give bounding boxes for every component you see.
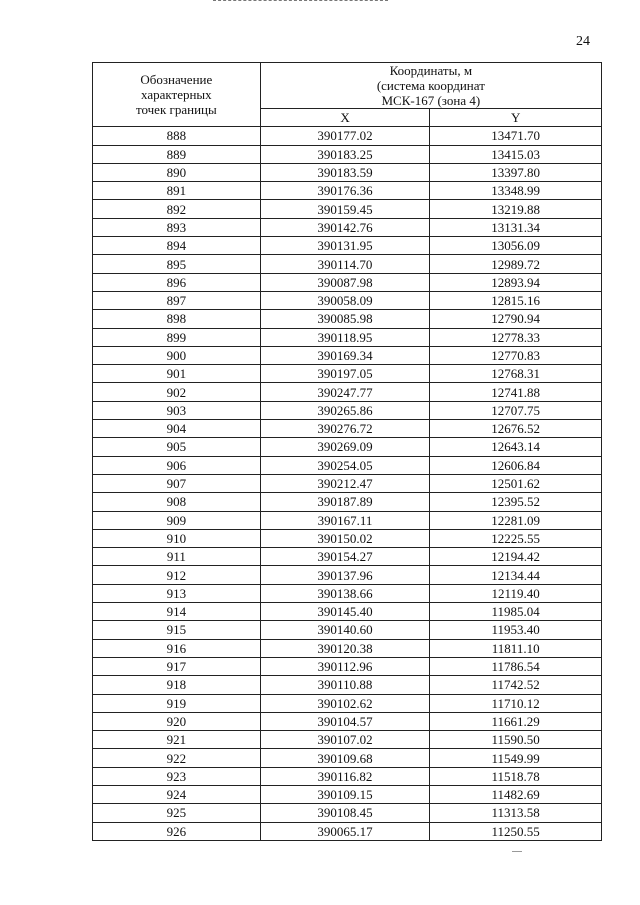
- table-row: [93, 291, 602, 309]
- table-row: [93, 749, 602, 767]
- x-coordinate-cell: 390109.68: [260, 749, 430, 767]
- x-coordinate-cell: 390140.60: [260, 621, 430, 639]
- y-coordinate-cell: 13056.09: [430, 237, 602, 255]
- table-row: [93, 456, 602, 474]
- points-header-line: характерных: [141, 87, 212, 103]
- table-row: [93, 785, 602, 803]
- point-id-cell: 914: [93, 603, 261, 621]
- x-coordinate-cell: 390197.05: [260, 365, 430, 383]
- point-id-cell: 893: [93, 218, 261, 236]
- x-coordinate-cell: 390110.88: [260, 676, 430, 694]
- point-id-cell: 888: [93, 127, 261, 145]
- x-coordinate-cell: 390247.77: [260, 383, 430, 401]
- point-id-cell: 897: [93, 291, 261, 309]
- x-coordinate-cell: 390087.98: [260, 273, 430, 291]
- point-id-cell: 918: [93, 676, 261, 694]
- y-coordinate-cell: 12134.44: [430, 566, 602, 584]
- x-coordinate-cell: 390167.11: [260, 511, 430, 529]
- x-coordinate-cell: 390269.09: [260, 438, 430, 456]
- table-row: [93, 603, 602, 621]
- y-coordinate-cell: 11811.10: [430, 639, 602, 657]
- table-row: [93, 639, 602, 657]
- x-coordinate-cell: 390183.25: [260, 145, 430, 163]
- y-coordinate-cell: 12778.33: [430, 328, 602, 346]
- y-coordinate-cell: 13415.03: [430, 145, 602, 163]
- point-id-cell: 892: [93, 200, 261, 218]
- y-coordinate-cell: 11661.29: [430, 712, 602, 730]
- point-id-cell: 907: [93, 474, 261, 492]
- scan-artifact-line: [213, 0, 388, 2]
- y-coordinate-cell: 12815.16: [430, 291, 602, 309]
- x-coordinate-cell: 390177.02: [260, 127, 430, 145]
- point-id-cell: 915: [93, 621, 261, 639]
- point-id-cell: 891: [93, 182, 261, 200]
- point-id-cell: 922: [93, 749, 261, 767]
- y-coordinate-cell: 13397.80: [430, 163, 602, 181]
- table-row: [93, 328, 602, 346]
- table-row: [93, 310, 602, 328]
- y-coordinate-cell: 13219.88: [430, 200, 602, 218]
- x-coordinate-cell: 390169.34: [260, 346, 430, 364]
- point-id-cell: 904: [93, 420, 261, 438]
- points-header-line: Обозначение: [140, 72, 213, 88]
- point-id-cell: 920: [93, 712, 261, 730]
- y-coordinate-cell: 12194.42: [430, 548, 602, 566]
- x-coordinate-cell: 390131.95: [260, 237, 430, 255]
- table-row: [93, 584, 602, 602]
- point-id-cell: 901: [93, 365, 261, 383]
- x-coordinate-cell: 390108.45: [260, 804, 430, 822]
- x-coordinate-cell: 390265.86: [260, 401, 430, 419]
- y-coordinate-cell: 13471.70: [430, 127, 602, 145]
- table-row: [93, 676, 602, 694]
- point-id-cell: 925: [93, 804, 261, 822]
- y-coordinate-cell: 12501.62: [430, 474, 602, 492]
- table-row: [93, 401, 602, 419]
- table-row: [93, 694, 602, 712]
- point-id-cell: 921: [93, 731, 261, 749]
- table-row: [93, 529, 602, 547]
- coordinates-header: [260, 63, 601, 109]
- coordinates-header-line: Координаты, м: [389, 63, 473, 78]
- x-coordinate-cell: 390118.95: [260, 328, 430, 346]
- x-coordinate-cell: 390183.59: [260, 163, 430, 181]
- x-coordinate-cell: 390276.72: [260, 420, 430, 438]
- x-coordinate-cell: 390104.57: [260, 712, 430, 730]
- coordinates-table: [92, 62, 602, 841]
- table-row: [93, 657, 602, 675]
- y-coordinate-cell: 12790.94: [430, 310, 602, 328]
- y-coordinate-cell: 11786.54: [430, 657, 602, 675]
- y-coordinate-cell: 12643.14: [430, 438, 602, 456]
- point-id-cell: 889: [93, 145, 261, 163]
- table-row: [93, 273, 602, 291]
- point-id-cell: 911: [93, 548, 261, 566]
- x-coordinate-cell: 390102.62: [260, 694, 430, 712]
- point-id-cell: 900: [93, 346, 261, 364]
- y-coordinate-cell: 13348.99: [430, 182, 602, 200]
- y-coordinate-cell: 12225.55: [430, 529, 602, 547]
- table-row: [93, 255, 602, 273]
- table-row: [93, 200, 602, 218]
- x-coordinate-cell: 390154.27: [260, 548, 430, 566]
- y-coordinate-cell: 12676.52: [430, 420, 602, 438]
- point-id-cell: 906: [93, 456, 261, 474]
- coordinates-header-line: МСК-167 (зона 4): [381, 93, 481, 108]
- y-coordinate-cell: 11313.58: [430, 804, 602, 822]
- y-coordinate-cell: 11590.50: [430, 731, 602, 749]
- scan-artifact-dash: [512, 851, 522, 852]
- x-coordinate-cell: 390138.66: [260, 584, 430, 602]
- x-coordinate-cell: 390114.70: [260, 255, 430, 273]
- point-id-cell: 896: [93, 273, 261, 291]
- table-row: [93, 218, 602, 236]
- y-coordinate-cell: 11549.99: [430, 749, 602, 767]
- table-row: [93, 548, 602, 566]
- y-coordinate-cell: 12119.40: [430, 584, 602, 602]
- x-coordinate-cell: 390142.76: [260, 218, 430, 236]
- table-row: [93, 163, 602, 181]
- point-id-cell: 909: [93, 511, 261, 529]
- coordinates-header-line: (система координат: [376, 78, 485, 93]
- points-header: [93, 63, 261, 127]
- x-coordinate-cell: 390112.96: [260, 657, 430, 675]
- table-row: [93, 420, 602, 438]
- table-row: [93, 237, 602, 255]
- point-id-cell: 923: [93, 767, 261, 785]
- page-number: 24: [576, 34, 590, 49]
- table-row: [93, 712, 602, 730]
- point-id-cell: 916: [93, 639, 261, 657]
- table-row: [93, 383, 602, 401]
- point-id-cell: 912: [93, 566, 261, 584]
- x-coordinate-cell: 390058.09: [260, 291, 430, 309]
- point-id-cell: 890: [93, 163, 261, 181]
- point-id-cell: 899: [93, 328, 261, 346]
- x-coordinate-cell: 390212.47: [260, 474, 430, 492]
- x-coordinate-cell: 390085.98: [260, 310, 430, 328]
- y-coordinate-cell: 11250.55: [430, 822, 602, 840]
- point-id-cell: 894: [93, 237, 261, 255]
- point-id-cell: 919: [93, 694, 261, 712]
- point-id-cell: 910: [93, 529, 261, 547]
- x-coordinate-cell: 390120.38: [260, 639, 430, 657]
- x-column-header: X: [260, 109, 430, 127]
- y-coordinate-cell: 12768.31: [430, 365, 602, 383]
- point-id-cell: 913: [93, 584, 261, 602]
- point-id-cell: 924: [93, 785, 261, 803]
- point-id-cell: 926: [93, 822, 261, 840]
- x-coordinate-cell: 390145.40: [260, 603, 430, 621]
- y-coordinate-cell: 12281.09: [430, 511, 602, 529]
- y-coordinate-cell: 13131.34: [430, 218, 602, 236]
- table-row: [93, 767, 602, 785]
- x-coordinate-cell: 390254.05: [260, 456, 430, 474]
- table-row: [93, 804, 602, 822]
- table-row: [93, 365, 602, 383]
- y-coordinate-cell: 11482.69: [430, 785, 602, 803]
- point-id-cell: 908: [93, 493, 261, 511]
- table-row: [93, 493, 602, 511]
- coordinates-table-body: [93, 127, 602, 841]
- point-id-cell: 902: [93, 383, 261, 401]
- x-coordinate-cell: 390065.17: [260, 822, 430, 840]
- y-coordinate-cell: 12395.52: [430, 493, 602, 511]
- table-row: [93, 822, 602, 840]
- y-coordinate-cell: 12893.94: [430, 273, 602, 291]
- x-coordinate-cell: 390116.82: [260, 767, 430, 785]
- table-row: [93, 621, 602, 639]
- table-row: [93, 145, 602, 163]
- x-coordinate-cell: 390159.45: [260, 200, 430, 218]
- table-row: [93, 127, 602, 145]
- y-coordinate-cell: 11710.12: [430, 694, 602, 712]
- points-header-line: точек границы: [135, 102, 217, 118]
- point-id-cell: 905: [93, 438, 261, 456]
- y-coordinate-cell: 11742.52: [430, 676, 602, 694]
- x-coordinate-cell: 390109.15: [260, 785, 430, 803]
- y-coordinate-cell: 12989.72: [430, 255, 602, 273]
- table-row: [93, 182, 602, 200]
- table-row: [93, 731, 602, 749]
- y-coordinate-cell: 12770.83: [430, 346, 602, 364]
- y-coordinate-cell: 11985.04: [430, 603, 602, 621]
- x-coordinate-cell: 390176.36: [260, 182, 430, 200]
- y-coordinate-cell: 12741.88: [430, 383, 602, 401]
- y-column-header: Y: [430, 109, 602, 127]
- table-row: [93, 566, 602, 584]
- y-coordinate-cell: 12606.84: [430, 456, 602, 474]
- table-row: [93, 511, 602, 529]
- x-coordinate-cell: 390187.89: [260, 493, 430, 511]
- table-row: [93, 474, 602, 492]
- point-id-cell: 898: [93, 310, 261, 328]
- x-coordinate-cell: 390107.02: [260, 731, 430, 749]
- x-coordinate-cell: 390137.96: [260, 566, 430, 584]
- point-id-cell: 895: [93, 255, 261, 273]
- x-coordinate-cell: 390150.02: [260, 529, 430, 547]
- y-coordinate-cell: 11518.78: [430, 767, 602, 785]
- table-row: [93, 346, 602, 364]
- point-id-cell: 917: [93, 657, 261, 675]
- point-id-cell: 903: [93, 401, 261, 419]
- y-coordinate-cell: 12707.75: [430, 401, 602, 419]
- y-coordinate-cell: 11953.40: [430, 621, 602, 639]
- table-row: [93, 438, 602, 456]
